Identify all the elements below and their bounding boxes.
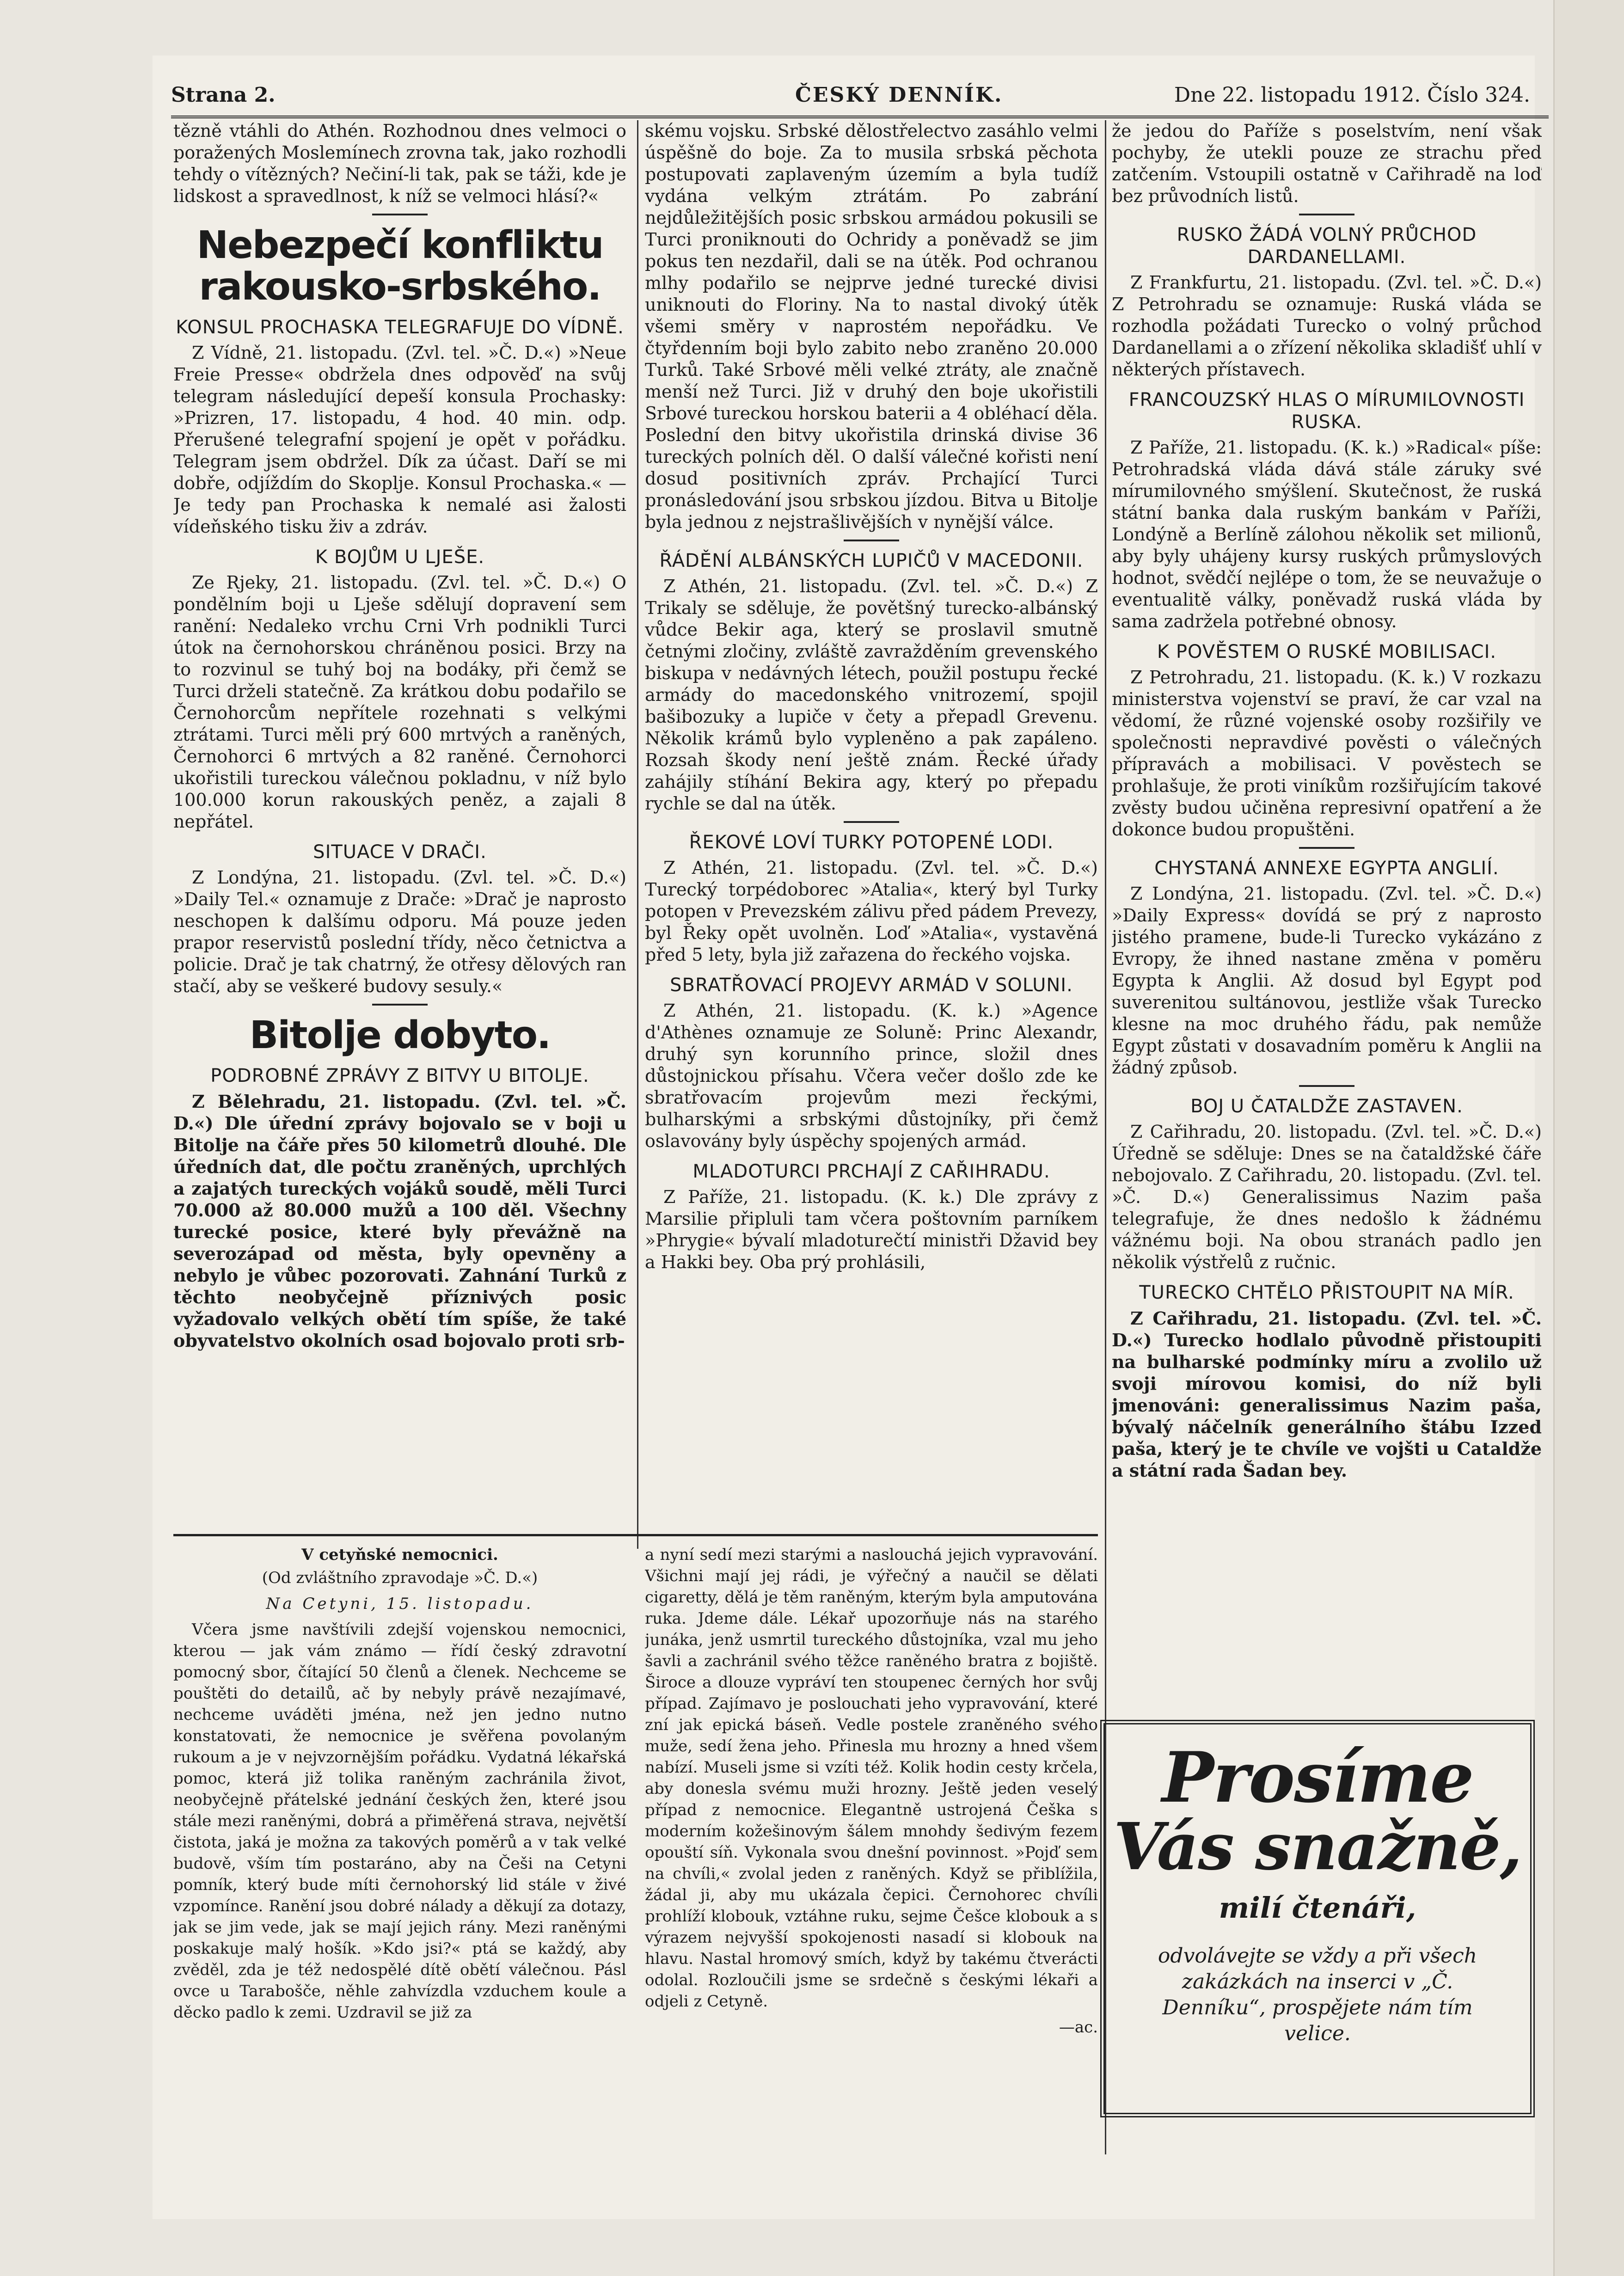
feuilleton-signature: —ac. xyxy=(1059,2018,1098,2037)
article-text: tězně vtáhli do Athén. Rozhodnou dnes velmoci o poražených Moslemínech zrovna tak, jako rozhodli tehdy o vítězných? Nečiní-li tak, pak se táži, kde je lidskost a spravedlnost, k níž se velmoci hlásí?« xyxy=(173,121,626,206)
article-text: Z Cařihradu, 21. listopadu. (Zvl. tel. »Č. D.«) Turecko hodlalo původně přistoupiti na bulharské podmínky míru a zvolilo už svoji mírovou komisi, do níž byli jmenováni: generalissimus Nazim paša, bývalý náčelník generálního štábu Izzed paša, který je te chvíle ve vojšti u Cataldže a státní rada Šadan bey. xyxy=(1112,1308,1542,1481)
section-title: ŘEKOVÉ LOVÍ TURKY POTOPENÉ LODI. xyxy=(689,832,1054,853)
separator xyxy=(1299,1085,1354,1087)
article-text: Z Athén, 21. listopadu. (Zvl. tel. »Č. D.«) Z Trikaly se sděluje, že povětšný turecko-albánský vůdce Bekir aga, který se proslavil smutně četnými zločiny, zvláště zavražděním grevenského biskupa v nedávných létech, použil postupu řecké armády do macedonského vnitrozemí, spojil bašibozuky a lupiče v čety a přepadl Grevenu. Několik krámů bylo vypleněno a pak zapáleno. Rozsah škody není ještě znám. Řecké úřady zahájily stíhání Bekira agy, který po přepadu rychle se dal na útěk. xyxy=(645,576,1098,814)
section-title: CHYSTANÁ ANNEXE EGYPTA ANGLIÍ. xyxy=(1154,858,1499,879)
article-text: Z Paříže, 21. listopadu. (K. k.) »Radical« píše: Petrohradská vláda dává stále záruky své mírumilovného smýšlení. Skutečnost, že ruská státní banka dala ruským bankám v Paříži, Londýně a Berlíně zálohou několik set milionů, aby byly uhájeny kursy ruských průmyslových hodnot, svědčí nejlépe o tom, že se neuvažuje o eventualitě války, poněvadž ruská vláda by sama zadržela potřebné obnosy. xyxy=(1112,437,1542,632)
article-text: Z Athén, 21. listopadu. (Zvl. tel. »Č. D.«) Turecký torpédoborec »Atalia«, který byl Turky potopen v Prevezském zálivu před pádem Prevezy, byl Řeky opět uvolněn. Loď »Atalia«, vystavěná před 5 lety, byla již zařazena do řeckého vojska. xyxy=(645,858,1098,965)
article-text: skému vojsku. Srbské dělostřelectvo zasáhlo velmi úspěšně do boje. Za to musila srbská pěchota postupovati zaplaveným územím a byla tudíž vydána velkým ztrátám. Po zabrání nejdůležitějších posic srbskou armádou pokusili se Turci proniknouti do Ochridy a poněvadž se jim pokus ten nezdařil, dali se na útěk. Pod ochranou mlhy podařilo se nejprve jedné turecké divisi uniknouti do Floriny. Na to nastal divoký útěk všemi směry v naprostém nepořádku. Ve čtyřdenním boji bylo zabito nebo zraněno 20.000 Turků. Také Srbové měli velké ztráty, ale značně menší než Turci. Již v druhý den boje ukořistili Srbové tureckou horskou baterii a 4 obléhací děla. Poslední den bitvy ukořistila drinská divise 36 tureckých polních děl. O další válečné kořisti není dosud positivních zpráv. Prchající Turci pronásledování jsou srbskou jízdou. Bitva u Bitolje byla jednou z nejstrašlivějších v nynější válce. xyxy=(645,121,1098,532)
separator xyxy=(1299,214,1354,215)
column-2 xyxy=(645,120,1098,1535)
ad-subheadline: milí čtenáři, xyxy=(1219,1891,1416,1925)
article-text: Z Petrohradu, 21. listopadu. (K. k.) V rozkazu ministerstva vojenství se praví, že car vzal na vědomí, že různé vojenské osoby rozšiřily ve společnosti nepravdivé pověsti o válečných přípravách a mobilisaci. V pověstech se prohlašuje, že proti viníkům rozšiřujícím takové zvěsty budou učiněna represivní opatření a že dokonce budou propuštěni. xyxy=(1112,667,1542,840)
section-title: MLADOTURCI PRCHAJÍ Z CAŘIHRADU. xyxy=(692,1161,1050,1182)
section-title: BOJ U ČATALDŽE ZASTAVEN. xyxy=(1190,1096,1463,1117)
column-rule xyxy=(637,120,638,1549)
article-text: Z Londýna, 21. listopadu. (Zvl. tel. »Č. D.«) »Daily Tel.« oznamuje z Drače: »Drač je naprosto neschopen k dalšímu odporu. Má pouze jeden prapor reservistů poslední třídy, něco četnictva a policie. Drač je tak chatrný, že otřesy dělových ran stačí, aby se veškeré budovy sesuly.« xyxy=(173,867,626,996)
ad-headline-2: Vás snažně, xyxy=(1113,1809,1522,1885)
feuilleton-text: a nyní sedí mezi starými a naslouchá jejich vypravování. Všichni mají jej rádi, je výřečný a naučil se dělati cigaretty, dělá je těm raněným, kterým byla amputována ruka. Jdeme dále. Lékař upozorňuje nás na starého junáka, jenž usmrtil tureckého důstojníka, vzal mu jeho šavli a zachránil svého těžce raněného bratra z bojiště. Široce a dlouze vypráví ten stoupenec černých hor svůj případ. Zajímavo je poslouchati jeho vypravování, které zní jak epická báseň. Vedle postele zraněného svého muže, sedí žena jeho. Přinesla mu hrozny a hned všem nabízí. Museli jsme si vzíti též. Kolik hodin cesty krčela, aby donesla svému muži hrozny. Ještě jeden veselý případ z nemocnice. Elegantně ustrojená Češka s moderním kožešinovým šálem mnohdy šedivým fezem opouští síň. Vykonala svou dnešní povinnost. »Pojď sem na chvíli,« zvolal jeden z raněných. Když se přiblížila, žádal ji, aby mu ukázala čepici. Černohorec chvíli prohlíží klobouk, vztáhne ruku, sejme Češce klobouk a s výrazem nejvyšší spokojenosti nasadí si klobouk na hlavu. Nastal hromový smích, když by takému čtverácti odolal. Rozloučili jsme se srdečně s českými lékaři a odjeli z Cetyně. xyxy=(645,1546,1098,2011)
page-header xyxy=(171,74,1549,118)
section-title: RUSKO ŽÁDÁ VOLNÝ PRŮCHOD DARDANELLAMI. xyxy=(1177,224,1477,268)
separator xyxy=(372,1004,428,1006)
article-text: Z Paříže, 21. listopadu. (K. k.) Dle zprávy z Marsilie připluli tam včera poštovním parníkem »Phrygie« bývalí mladoturečtí ministři Džavid bey a Hakki bey. Oba prý prohlásili, xyxy=(645,1187,1098,1272)
section-title: SBRATŘOVACÍ PROJEVY ARMÁD V SOLUNI. xyxy=(670,975,1073,996)
feuilleton-right xyxy=(645,1544,1098,2154)
section-title: FRANCOUZSKÝ HLAS O MÍRUMILOVNOSTI RUSKA. xyxy=(1128,389,1525,433)
article-text: Z Londýna, 21. listopadu. (Zvl. tel. »Č. D.«) »Daily Express« dovídá se prý z naprosto jistého pramene, bude-li Turecko vykázáno z Evropy, že ihned nastane změna v poměru Egypta k Anglii. Až dosud byl Egypt pod suverenitou sultánovou, jestliže však Turecko klesne na moc druhého řádu, pak nemůže Egypt zůstati v dosavadním poměru k Anglii na žádný způsob. xyxy=(1112,883,1542,1078)
article-text: Z Frankfurtu, 21. listopadu. (Zvl. tel. »Č. D.«) Z Petrohradu se oznamuje: Ruská vláda se rozhodla požádati Turecko o volný průchod Dardanellami a o zřízení několika skladišť uhlí v některých přístavech. xyxy=(1112,272,1542,380)
feuilleton-dateline: Na Cetyni, 15. listopadu. xyxy=(266,1595,534,1613)
article-text: Ze Rjeky, 21. listopadu. (Zvl. tel. »Č. D.«) O pondělním boji u Lješe sdělují dopravení sem ranění: Nedaleko vrchu Crni Vrh podnikli Turci útok na černohorskou chráněnou posici. Brzy na to rozvinul se tuhý boj na bodáky, při čemž se Turci drželi statečně. Za krátkou dobu podařilo se Černohorcům nepřítele rozehnati s velkými ztrátami. Turci měli prý 600 mrtvých a raněných, Černohorci 6 mrtvých a 82 raněné. Černohorci ukořistili tureckou válečnou pokladnu, v níž bylo 100.000 korun rakouských peněz, a zajali 8 nepřátel. xyxy=(173,572,626,832)
feuilleton-text: Včera jsme navštívili zdejší vojenskou nemocnici, kterou — jak vám známo — řídí český zdravotní pomocný sbor, čítající 50 členů a členek. Nechceme se pouštěti do detailů, ač by nebyly právě nezajímavé, nechceme uváděti jména, než jen jedno nutno konstatovati, že nemocnice je svěřena povolaným rukoum a je v nejvzornějším pořádku. Vydatná lékařská pomoc, která již tolika raněným zachránila život, neobyčejně přátelské jednání českých žen, které jsou stále mezi raněnými, dobrá a přiměřená strava, největší čistota, jaká je možna za takových poměrů a v tak velké budově, vším tím postaráno, aby na Češi na Cetyni pomník, který bude míti černohorský lid stále v živé vzpomínce. Ranění jsou dobré nálady a děkují za dotazy, jak se jim vede, jak se mají jejich rány. Mezi raněnými poskakuje malý hošík. »Kdo jsi?« ptá se každý, aby zvěděl, zda je též nedospělé dítě obětí válečnou. Pásl ovce u Tarabošče, něhle zahvízdla vzduchem koule a děcko padlo k zemi. Uzdravil se již za xyxy=(173,1620,626,2022)
section-title: K BOJŮM U LJEŠE. xyxy=(315,546,485,568)
article-text: Z Vídně, 21. listopadu. (Zvl. tel. »Č. D.«) »Neue Freie Presse« obdržela dnes odpověď na svůj telegram následující depeší konsula Prochasky: »Prizren, 17. listopadu, 4 hod. 40 min. odp. Přerušené telegrafní spojení je opět v pořádku. Telegram jsem obdržel. Dík za účast. Daří se mi dobře, odjíždím do Skoplje. Konsul Prochaska.« — Je tedy pan Prochaska k nemalé asi žalosti vídeňského tisku živ a zdráv. xyxy=(173,343,626,537)
advertisement-box xyxy=(1100,1720,1535,2117)
column-3 xyxy=(1112,120,1542,1720)
headline: Bitolje dobyto. xyxy=(249,1013,551,1057)
headline: Nebezpečí konfliktu rakousko-srbského. xyxy=(196,223,603,309)
section-title: ŘÁDĚNÍ ALBÁNSKÝCH LUPIČŮ V MACEDONII. xyxy=(659,550,1084,571)
separator xyxy=(844,540,899,541)
article-text: Z Cařihradu, 20. listopadu. (Zvl. tel. »Č. D.«) Úředně se sděluje: Dnes se na čataldžské čáře nebojovalo. Z Cařihradu, 20. listopadu. (Zvl. tel. »Č. D.«) Generalissimus Nazim paša telegrafuje, že dnes nedošlo k žádnému vážnému boji. Na obou stranách padlo jen několik výstřelů z ručnic. xyxy=(1112,1122,1542,1272)
feuilleton-left xyxy=(173,1544,626,2154)
page-number: Strana 2. xyxy=(171,83,276,107)
masthead-title: ČESKÝ DENNÍK. xyxy=(795,83,1003,107)
separator xyxy=(372,214,428,215)
section-title: K POVĚSTEM O RUSKÉ MOBILISACI. xyxy=(1157,641,1497,663)
page-edge xyxy=(1553,0,1624,2276)
issue-date: Dne 22. listopadu 1912. Číslo 324. xyxy=(1174,83,1530,107)
article-text: Z Athén, 21. listopadu. (K. k.) »Agence d'Athènes oznamuje ze Soluně: Princ Alexandr, druhý syn korunního prince, složil dnes důstojnickou přísahu. Včera večer došlo zde ke sbratřovacím projevům mezi řeckými, bulharskými a srbskými důstojníky, při čemž oslavovány byly úspěchy spojených armád. xyxy=(645,1000,1098,1151)
section-title: PODROBNÉ ZPRÁVY Z BITVY U BITOLJE. xyxy=(210,1065,589,1086)
separator xyxy=(844,821,899,823)
ad-headline-1: Prosíme xyxy=(1162,1737,1473,1818)
article-text: že jedou do Paříže s poselstvím, není však pochyby, že utekli pouze ze strachu před zatčením. Vstoupili ostatně v Cařihradě na loď bez průvodních listů. xyxy=(1112,121,1542,206)
section-title: TURECKO CHTĚLO PŘISTOUPIT NA MÍR. xyxy=(1139,1282,1514,1303)
article-text: Z Bělehradu, 21. listopadu. (Zvl. tel. »Č. D.«) Dle úřední zprávy bojovalo se v boji u Bitolje na čáře přes 50 kilometrů dlouhé. Dle úředních dat, dle počtu zraněných, uprchlých a zajatých tureckých vojáků soudě, měli Turci 70.000 až 80.000 mužů a 100 děl. Všechny turecké posice, které byly převážně na severozápad od města, byly opevněny a nebylo je vůbec pozorovati. Zahnání Turků z těchto neobyčejně příznivých posic vyžadovalo velkých obětí tím spíše, že také obyvatelstvo okolních osad bojovalo proti srb- xyxy=(173,1091,626,1351)
section-title: SITUACE V DRAČI. xyxy=(313,841,487,863)
section-title: KONSUL PROCHASKA TELEGRAFUJE DO VÍDNĚ. xyxy=(176,317,624,338)
separator xyxy=(1299,847,1354,849)
ad-body: odvolávejte se vždy a při všech zakázkách na inserci v „Č. Denníku“, prospějete nám tím velice. xyxy=(1158,1944,1477,2045)
feuilleton-title: V cetyňské nemocnici. xyxy=(301,1546,498,1564)
feuilleton-byline: (Od zvláštního zpravodaje »Č. D.«) xyxy=(262,1569,538,1587)
column-1 xyxy=(173,120,626,1535)
